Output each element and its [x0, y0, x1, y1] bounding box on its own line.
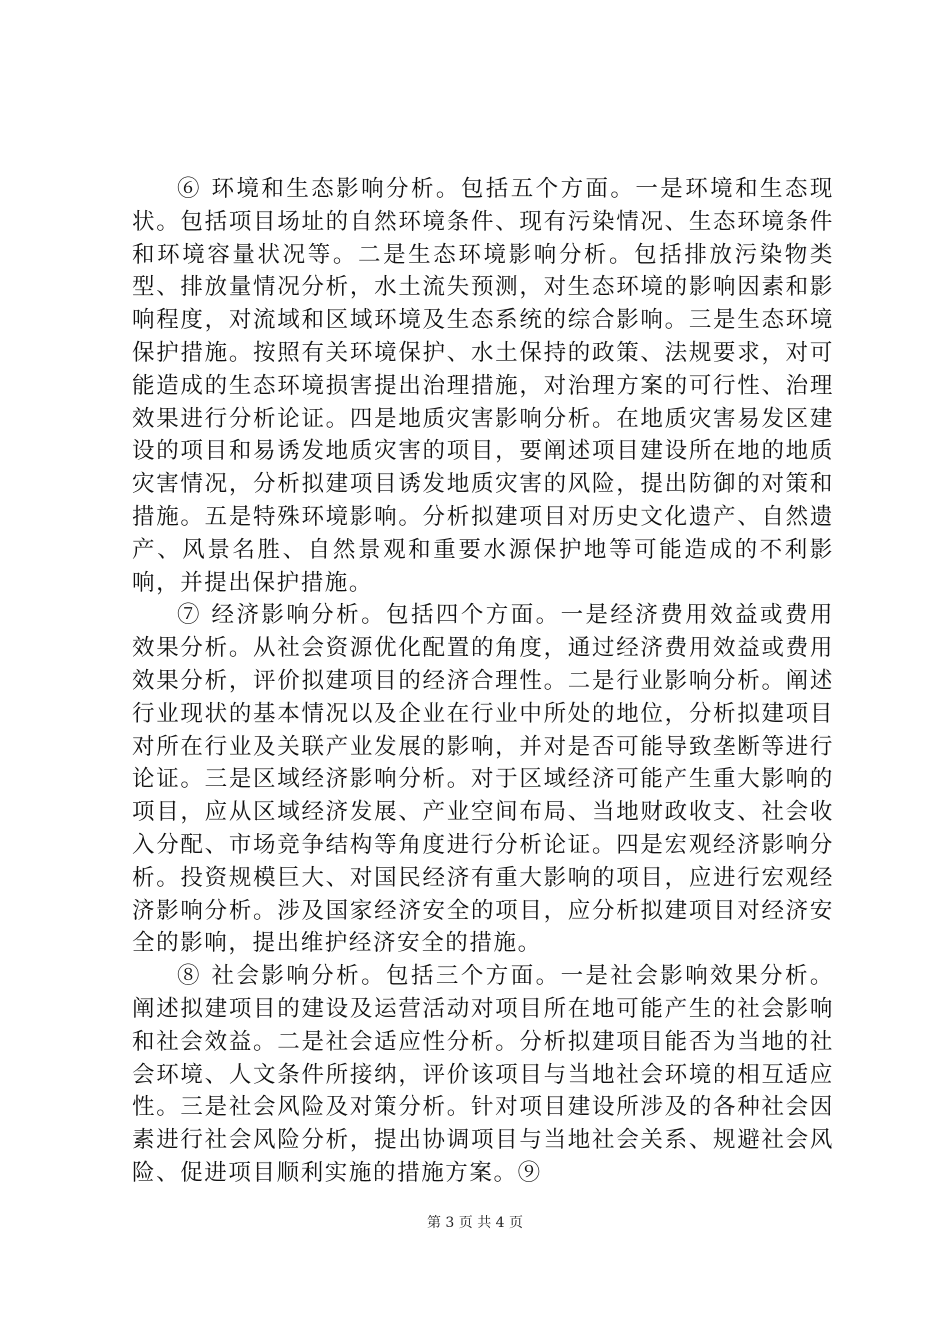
page-footer: [0, 1213, 950, 1233]
paragraph-social-impact: ⑧ 社会影响分析。包括三个方面。一是社会影响效果分析。阐述拟建项目的建设及运营活动对项目所在地可能产生的社会影响和社会效益。二是社会适应性分析。分析拟建项目能否为当地的社会环境、人文条件所接纳，评价该项目与当地社会环境的相互适应性。三是社会风险及对策分析。针对项目建设所涉及的各种社会因素进行社会风险分析，提出协调项目与当地社会关系、规避社会风险、促进项目顺利实施的措施方案。⑨: [132, 963, 834, 1186]
document-body: [132, 173, 834, 1190]
paragraph-economic-impact: ⑦ 经济影响分析。包括四个方面。一是经济费用效益或费用效果分析。从社会资源优化配置的角度，通过经济费用效益或费用效果分析，评价拟建项目的经济合理性。二是行业影响分析。阐述行业现状的基本情况以及企业在行业中所处的地位，分析拟建项目对所在行业及关联产业发展的影响，并对是否可能导致垄断等进行论证。三是区域经济影响分析。对于区域经济可能产生重大影响的项目，应从区域经济发展、产业空间布局、当地财政收支、社会收入分配、市场竞争结构等角度进行分析论证。四是宏观经济影响分析。投资规模巨大、对国民经济有重大影响的项目，应进行宏观经济影响分析。涉及国家经济安全的项目，应分析拟建项目对经济安全的影响，提出维护经济安全的措施。: [132, 602, 834, 957]
paragraph-environment-ecology: ⑥ 环境和生态影响分析。包括五个方面。一是环境和生态现状。包括项目场址的自然环境条件、现有污染情况、生态环境条件和环境容量状况等。二是生态环境影响分析。包括排放污染物类型、排放量情况分析，水土流失预测，对生态环境的影响因素和影响程度，对流域和区域环境及生态系统的综合影响。三是生态环境保护措施。按照有关环境保护、水土保持的政策、法规要求，对可能造成的生态环境损害提出治理措施，对治理方案的可行性、治理效果进行分析论证。四是地质灾害影响分析。在地质灾害易发区建设的项目和易诱发地质灾害的项目，要阐述项目建设所在地的地质灾害情况，分析拟建项目诱发地质灾害的风险，提出防御的对策和措施。五是特殊环境影响。分析拟建项目对历史文化遗产、自然遗产、风景名胜、自然景观和重要水源保护地等可能造成的不利影响，并提出保护措施。: [132, 176, 834, 596]
page-number-label: 第 3 页 共 4 页: [426, 1215, 524, 1231]
